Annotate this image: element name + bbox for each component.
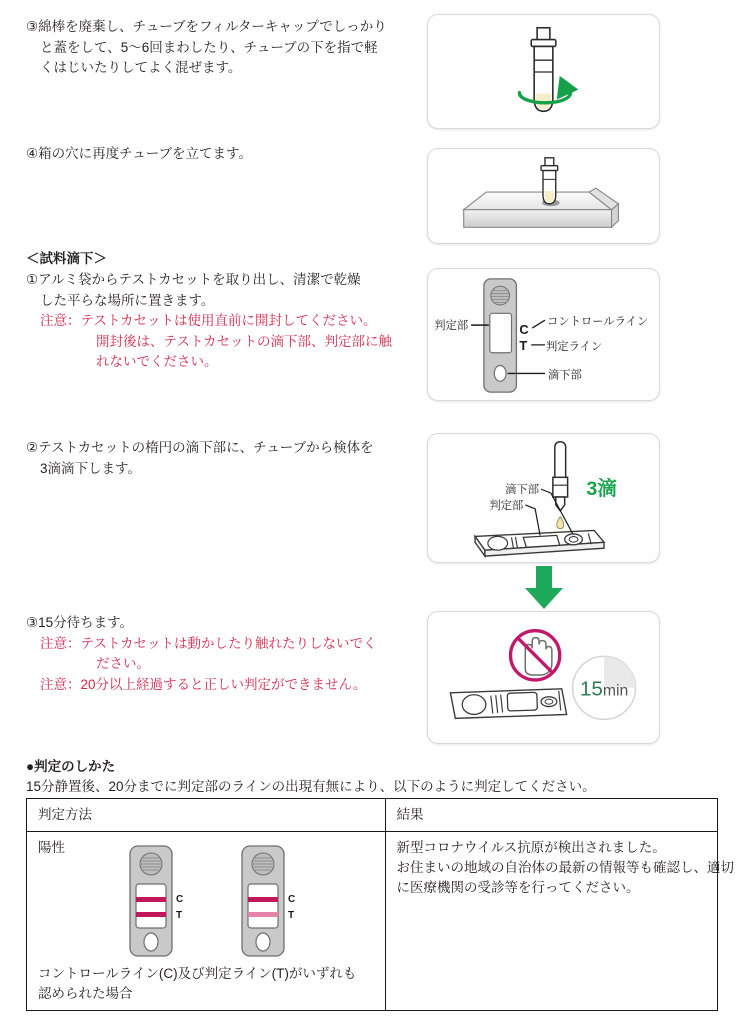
table-header-result: 結果 [385,799,717,832]
svg-text:コントロールライン: コントロールライン [546,316,649,329]
dropping-illustration [428,434,659,562]
method-label-positive: 陽性 [38,840,65,855]
drop-3-line-1: ③15分待ちます。 [26,615,134,630]
figure-dropping-panel [427,433,660,563]
drop-3-warning-2: ださい。 [96,656,150,671]
svg-text:滴下部: 滴下部 [505,484,540,497]
drop-3-warning-1: 注意：テストカセットは動かしたり触れたりしないでく [40,635,377,651]
step-3-line-3: くはじいたりしてよく混ぜます。 [40,60,242,75]
step-4-stand-text [26,144,418,165]
drop-1-line-1: ①アルミ袋からテストカセットを取り出し、清潔で乾燥 [26,272,361,287]
drop-1-warning-3: れないでください。 [96,354,218,369]
step-4-line-1: ④箱の穴に再度チューブを立てます。 [26,146,252,161]
mix-tube-illustration [428,15,659,128]
table-row [27,832,718,1011]
drop-3-warning-3: 注意：20分以上経過すると正しい判定ができません。 [40,676,367,692]
svg-text:滴下部: 滴下部 [547,369,582,382]
waiting-illustration [428,612,659,743]
figure-box-stand-panel [427,148,660,244]
method-caption-line-1: コントロールライン(C)及び判定ライン(T)がいずれも [38,966,357,981]
svg-text:判定部: 判定部 [489,499,524,512]
cassette-mark-c: C [287,894,295,905]
figure-waiting-panel [427,611,660,744]
drop-1-line-2: した平らな場所に置きます。 [40,292,215,308]
timer-value: 15 [579,677,603,701]
result-line-2: お住まいの地域の自治体の最新の情報等も確認し、適切 [396,860,735,875]
cassette-positive-faint [220,842,306,960]
drop-step-1-text [26,270,418,373]
svg-text:判定ライン: 判定ライン [545,340,603,353]
judgement-result-table [26,798,735,1011]
table-cell-method-positive [27,832,386,1011]
table-header-row [27,799,718,832]
drops-count-text: 3滴 [586,478,617,501]
timer-unit: min [602,682,629,700]
section-title-sample-dropping: ＜試料滴下＞ [26,251,107,266]
drop-2-line-2: 3滴滴下します。 [40,460,141,476]
drop-1-warning-2: 開封後は、テストカセットの滴下部、判定部に触 [96,333,393,349]
box-stand-illustration [428,149,659,243]
judgement-subheading: 15分静置後、20分までに判定部のラインの出現有無により、以下のように判定してください。 [26,779,596,794]
svg-text:T: T [519,337,528,353]
drop-step-2-text [26,438,418,479]
labeled-cassette-illustration [428,269,659,400]
cassette-mark-t: T [287,910,294,921]
method-caption-line-2: 認められた場合 [38,986,133,1001]
judgement-heading: ●判定のしかた [26,759,116,774]
result-line-3: に医療機関の受診等を行ってください。 [396,880,640,895]
no-touch-hand-icon [511,631,560,680]
step-3-line-2: と蓋をして、5〜6回まわしたり、チューブの下を指で軽 [40,39,378,55]
cassette-mark-t: T [175,910,182,921]
table-header-method: 判定方法 [27,799,386,832]
step-3-line-1: ③綿棒を廃棄し、チューブをフィルターキャップでしっかり [26,19,387,34]
table-cell-result-positive [385,832,735,1011]
drop-1-warning-1: 注意：テストカセットは使用直前に開封してください。 [40,313,377,328]
cassette-mark-c: C [175,894,183,905]
drop-step-3-text [26,613,418,695]
green-down-arrow-connector [520,566,568,610]
svg-text:判定部: 判定部 [434,320,469,333]
svg-text:C: C [519,322,529,338]
result-line-1: 新型コロナウイルス抗原が検出されました。 [396,840,666,855]
drop-2-line-1: ②テストカセットの楕円の滴下部に、チューブから検体を [26,440,374,455]
figure-labeled-cassette-panel [427,268,660,401]
step-3-mix-text [26,17,418,79]
timer-icon [573,656,636,719]
positive-cassette-figures [38,842,376,960]
cassette-positive-strong [108,842,194,960]
figure-mix-tube-panel [427,14,660,129]
